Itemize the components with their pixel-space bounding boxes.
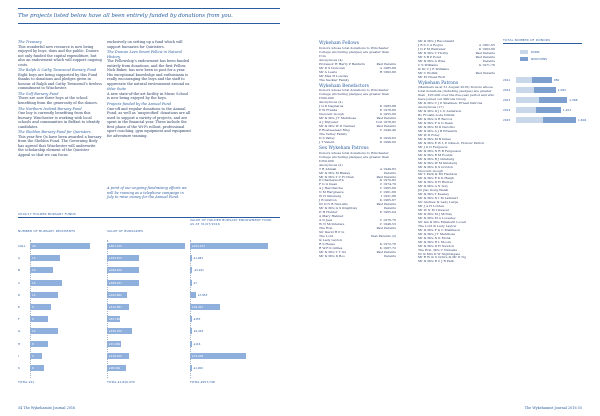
donor-name: Mr & Mrs W D Nanner xyxy=(319,124,356,129)
donor-detail: C 1946-53 xyxy=(379,221,396,226)
donor-detail: Past Parents (2) xyxy=(371,233,396,238)
paragraph xyxy=(18,40,102,67)
chart-section-title: 2016/17 HOLDER BURSARY FUNDS xyxy=(18,212,76,216)
value-bar-label: £67,780 xyxy=(109,317,121,322)
non-dons-bar xyxy=(536,107,561,113)
donor-detail: E 1965-04 xyxy=(379,210,396,215)
donor-detail: Past Parents xyxy=(376,249,396,254)
paragraph-text: exclusively on setting up a fund which will support bursaries for Quiristers. xyxy=(107,40,183,49)
donor-name: Sir David H P Li xyxy=(319,229,345,234)
non-dons-bar xyxy=(532,77,552,83)
donor-name: Mr & Mrs T C H Chan xyxy=(319,174,354,179)
recipients-bar-label: 12 xyxy=(32,329,36,334)
donor-row xyxy=(418,76,495,80)
recipients-bar xyxy=(30,243,90,249)
donor-detail: A 1985-89 xyxy=(379,65,396,70)
donor-detail: C 1965-66 xyxy=(379,186,396,191)
left-text-column xyxy=(18,40,102,158)
endowment-bar-label: £3,241 xyxy=(194,268,204,273)
year-label: 2012 xyxy=(503,88,511,92)
paragraph-text: There are now three boys at the school benefiting from the generosity of the donors. xyxy=(18,96,98,105)
recipients-bar-label: 26 xyxy=(32,244,36,248)
donor-name: Sir Andrew & Lady Large xyxy=(418,200,459,205)
paragraph-text: A new state-of-the-art facility in Music School is now being enjoyed by the boys. xyxy=(107,91,189,101)
donor-detail: D 1996-00 xyxy=(379,139,396,144)
donor-detail: Parents xyxy=(384,206,396,211)
list-section-heading: Wykeham Patrons xyxy=(418,80,459,86)
list-subheading: Anonymous (2) xyxy=(319,100,343,105)
donor-name: Jin Jiao Kong-Welsh xyxy=(418,188,449,193)
paragraph xyxy=(107,87,191,101)
donor-name: The Lord & Lady Layton xyxy=(418,223,457,228)
endowment-bar-label: £353 xyxy=(193,317,201,322)
endowment-bar-label: £74,429 xyxy=(192,353,204,358)
paragraph xyxy=(18,92,102,106)
donor-name: Mr & Mrs M B Gines xyxy=(418,136,451,141)
category-label: B xyxy=(18,268,20,273)
donor-name: Mr S B P Pond xyxy=(418,54,441,59)
donor-detail: K 1967-72 xyxy=(379,245,396,250)
donor-name: Mr & Mrs E K K Haigh xyxy=(418,176,454,181)
list-section-heading: Wykeham Benefactors xyxy=(319,83,369,89)
donor-detail: C 1976-76 xyxy=(379,217,396,222)
donors-chart-rule xyxy=(503,43,582,44)
donor-name: Mr & Mrs C J P Shanken, Ernest Patrons xyxy=(418,101,483,106)
value-bar-label: £116,225 xyxy=(109,353,122,358)
donor-detail: G 1971-76 xyxy=(478,62,495,67)
year-label: 2011 xyxy=(503,78,511,82)
donor-name: Mr & Mrs F G G Dean xyxy=(418,121,453,126)
list-subheading: Anonymous (4) xyxy=(319,57,343,62)
donor-name: Mr & Mrs J T Mehlhose xyxy=(319,116,357,121)
dons-bar xyxy=(516,77,532,83)
donor-list-column-1 xyxy=(319,40,396,259)
year-label: 2015 xyxy=(503,118,511,122)
donor-name: P W Franks xyxy=(319,108,338,113)
donor-name: Mr T Park & Mr Haddow xyxy=(418,172,458,177)
donor-detail: K 1965-67 xyxy=(379,198,396,203)
paragraph-text: One boy is currently benefiting from this bursary. Winchester is working with local schools and communities in Belfast to identify candidates. xyxy=(18,111,100,129)
donor-total-label: 956 xyxy=(553,78,560,82)
endowment-bar-label: £2,424 xyxy=(193,329,204,334)
category-label: F xyxy=(18,317,20,322)
endowment-bar-label: £1,000 xyxy=(193,366,203,370)
donor-name: Mr & Mrs W M Ginsberg xyxy=(418,160,458,165)
donor-name: Mr & Mrs D J L P Anderson xyxy=(418,109,462,114)
donor-name: Mr & Mrs T Keeney xyxy=(418,192,450,197)
recipients-bar-label: 8 xyxy=(32,341,34,346)
donor-name: Mr & Mrs R L Moore xyxy=(418,239,452,244)
donor-name: F G G Dean xyxy=(319,182,338,187)
donor-name: Mr & Mrs Y Tholby xyxy=(418,50,449,55)
donor-row xyxy=(319,141,396,145)
category-label: H xyxy=(18,341,21,346)
donor-detail: G 1955-60 xyxy=(379,112,396,117)
dons-bar xyxy=(516,87,534,93)
endowment-bar-label: £103,137 xyxy=(192,244,205,248)
chart-axis xyxy=(30,240,31,378)
value-bar-label: £407,155 xyxy=(109,244,122,248)
chart-axis xyxy=(190,240,191,378)
donor-name: Mr & Mrs D Boo xyxy=(319,253,346,258)
paragraph-heading: Projects funded by the Annual Fund xyxy=(107,102,171,107)
donor-name: Mr & Mrs R M Foulds xyxy=(418,152,453,157)
donor-name: A Mary Hanner xyxy=(319,214,344,219)
donor-name: The Hon. Mrs C Nidoelle xyxy=(418,247,458,252)
donor-detail: D 1959-63 xyxy=(379,135,396,140)
donor-row xyxy=(319,79,396,83)
chart-axis xyxy=(107,240,108,378)
donor-name: Mr & Mrs R C J R Park xyxy=(418,259,454,264)
donor-total-label: 1,604 xyxy=(578,118,587,122)
paragraph-text: This wonderful new resource is now being enjoyed by boys, dons and the public. Donors not only funded the capital expenditure, but also an endowment which will support ongoing costs. xyxy=(18,44,102,67)
dons-bar xyxy=(516,117,543,123)
dons-bar xyxy=(516,107,536,113)
endowment-bar-label: £1,984 xyxy=(193,256,203,261)
donor-detail: D 1983-88 xyxy=(379,104,396,109)
donor-detail: A 1949-83 xyxy=(379,166,396,171)
donor-name: C S Williams xyxy=(418,62,438,67)
donor-name: Mr W D Foley xyxy=(418,132,440,137)
donor-name: T R Ahluah xyxy=(319,166,337,171)
non-dons-bar xyxy=(534,87,556,93)
recipients-bar-label: 8 xyxy=(32,317,34,322)
donor-name: Mr & Mrs N I M Lambert xyxy=(418,196,458,201)
paragraph-heading: The Northern Ireland Bursary Fund xyxy=(18,106,82,111)
donor-detail: Past Parents xyxy=(376,202,396,207)
list-section-heading: Sex Wykeham Patrons xyxy=(319,145,369,151)
list-subheading: Anonymous (2) xyxy=(319,162,343,167)
donor-name: A J Mylyeler xyxy=(319,120,339,125)
endowment-bar-label: £7 xyxy=(193,280,197,285)
donor-name: N M Hargreave xyxy=(319,190,344,195)
recipients-bar-label: 5 xyxy=(32,353,34,358)
recipients-bar-label: 6 xyxy=(32,366,34,370)
donor-detail: C 1974-79 xyxy=(379,182,396,187)
donor-name: J B S C A Rogus xyxy=(418,42,443,47)
paragraph-heading: The Treasury xyxy=(18,40,42,44)
donor-detail: I 1931-86 xyxy=(380,194,396,199)
recipients-bar-label: 12 xyxy=(32,292,36,297)
donor-name: Mr & Mrs M J McNay xyxy=(418,211,453,216)
donor-name: Mr & Mrs A N Ivey xyxy=(418,184,449,189)
donor-name: Professor H Harry P Baldwin xyxy=(319,61,365,66)
donor-name: Mr & Mrs D H Hunter xyxy=(418,180,453,185)
non-dons-bar xyxy=(543,117,576,123)
value-bar-label: £112,587 xyxy=(109,305,122,309)
year-label: 2013 xyxy=(503,98,511,102)
donor-total-label: 1,201 xyxy=(562,108,572,112)
donor-name: Mr & Mrs D H Newton xyxy=(418,243,455,248)
donor-name: D S Valley xyxy=(319,135,335,140)
donor-name: Mr C Wolfsh xyxy=(418,70,438,75)
endowment-bar-label: £39,421 xyxy=(192,305,204,309)
paragraph-text: This year five Qs have been awarded a bursary from the Sheldon Fund. The Governing Body has agreed that Winchester will underwrite the scholarship element of the Quirister Appeal so that we can focus xyxy=(18,134,102,157)
donor-detail: Coll 1978-82 xyxy=(375,120,396,125)
donor-detail: D 1963-66 xyxy=(478,46,495,51)
paragraph-heading: The Sheldon Bursary Fund for Quiristers xyxy=(18,130,91,135)
paragraph xyxy=(18,68,102,91)
recipients-total: TOTAL 121 xyxy=(18,380,35,384)
donor-detail: Past Parents xyxy=(475,54,495,59)
donor-detail: K 1972-76 xyxy=(379,241,396,246)
donor-list-column-2 xyxy=(418,40,495,264)
donor-name: Mr & Mrs A J B Edwards xyxy=(418,128,458,133)
donor-name: A J Halcdwiche xyxy=(319,186,343,191)
fundraising-quote: A print of our ongoing fundraising efforts we will be running as a telephone campaign in July to raise money for the Annual Fund. xyxy=(107,186,187,199)
donor-name: Mr W N M Ltreaver xyxy=(418,208,450,213)
category-label: D xyxy=(18,292,21,297)
endowment-bar-label: £7,853 xyxy=(197,292,208,297)
donor-name: Mr & Mrs B J Ginsberg xyxy=(418,156,455,161)
donor-name: Dr & Mrs D W Nightingale xyxy=(418,251,461,256)
value-bar-label: £71,999 xyxy=(109,341,121,346)
donor-name: Mr R W & S Ochre & Mr D Ng xyxy=(418,255,467,260)
banner-bottom-rule xyxy=(18,23,280,24)
donor-name: The Verley Family xyxy=(319,131,348,136)
donor-detail: Parents xyxy=(483,58,495,63)
value-total: TOTAL £1,810,479 xyxy=(107,380,135,384)
donor-name: Mr & Mrs N R B Fergusson xyxy=(418,148,462,153)
recipients-bar-label: 13 xyxy=(32,256,36,261)
donor-detail: Parents xyxy=(384,253,396,258)
donor-name: J G D Dagnarus xyxy=(319,104,344,109)
paragraph xyxy=(18,130,102,157)
donor-detail: D 1970-82 xyxy=(379,178,396,183)
donor-name: J D P M Warrener xyxy=(418,46,446,51)
endowment-total: TOTAL £557,748 xyxy=(190,380,215,384)
value-header: VALUE OF BURSARIES xyxy=(107,229,144,233)
paragraph xyxy=(18,107,102,130)
footer-left: 54 The Wykehamist Journal 2016 xyxy=(18,406,76,410)
donor-name: Mr M Cheaf Wolf xyxy=(418,74,445,79)
donor-name: D H Hunter xyxy=(319,210,338,215)
list-criteria-note: (Members as at 31 August 2016) Donors whose total donations (including pledges) are greater than _£25,000 over the five-year period and who have joined our Patrons Group xyxy=(418,85,495,102)
donor-name: R S Hesse xyxy=(319,241,335,246)
donor-name: Mr D S Donovan xyxy=(319,65,345,70)
value-bar-label: £130,150 xyxy=(109,329,122,334)
donor-detail: A 1961-65 xyxy=(478,42,495,47)
donor-name: P Roatseetead Ring xyxy=(319,128,350,133)
donor-detail: Past Parents xyxy=(475,50,495,55)
donor-name: Mr & Mrs M Blakey xyxy=(319,170,351,175)
non-dons-bar xyxy=(539,97,567,103)
year-label: 2014 xyxy=(503,108,511,112)
donor-name: & Dr C J E Williams xyxy=(418,66,449,71)
value-bar-label: £102,662 xyxy=(109,292,122,297)
category-label: A xyxy=(18,256,20,261)
legend-swatch xyxy=(520,57,528,61)
donor-row xyxy=(319,255,396,259)
donor-detail: Past Parents xyxy=(376,61,396,66)
value-bar-label: £168,637 xyxy=(109,280,122,285)
donor-row xyxy=(418,260,495,264)
donor-name: Viscount Gough xyxy=(319,112,344,117)
donor-detail: E 1976-80 xyxy=(379,108,396,113)
donor-name: The Sackler Family xyxy=(319,77,350,82)
category-label: E xyxy=(18,305,20,309)
donor-detail: Parents xyxy=(384,170,396,175)
recipients-header: NUMBER OF BURSARY RECIPIENTS xyxy=(18,229,76,233)
donor-detail: C 1940-46 xyxy=(379,128,396,133)
donor-name: W H Ginsberg xyxy=(319,194,342,199)
donor-total-label: 1,368 xyxy=(569,98,578,102)
donor-detail: Past Parents xyxy=(376,174,396,179)
paragraph xyxy=(107,102,191,138)
recipients-bar-label: 9 xyxy=(32,305,34,309)
donors-chart-title: TOTAL NUMBER OF DONORS xyxy=(503,38,551,42)
list-criteria-note: Donors whose total donations to Winchester College (including pledges) are greater than £250,000 xyxy=(319,150,389,163)
donor-name: Mr & Mrs G S Knightley xyxy=(319,206,358,211)
donor-detail: Past Parents xyxy=(376,116,396,121)
banner-top-rule xyxy=(18,8,280,9)
paragraph xyxy=(107,50,191,86)
middle-quote xyxy=(107,186,191,201)
value-bar-label: £164,675 xyxy=(109,256,122,261)
donor-name: Mr & Mrs J Raconwald xyxy=(418,39,455,43)
legend-swatch xyxy=(520,50,528,54)
value-bar-label: £98,999 xyxy=(109,366,121,370)
donor-name: Mr J A H Lorden xyxy=(418,204,444,209)
endowment-bar-label: £116 xyxy=(193,341,201,346)
donor-name: K Charlesworth xyxy=(319,178,344,183)
donor-name: Dr D N B Nist-Alls xyxy=(319,202,348,207)
donor-name: The Lord xyxy=(319,233,334,238)
donor-detail: C 1961-66 xyxy=(379,190,396,195)
paragraph-text: Eight boys are being supported by this Fund thanks to donations and pledges given in honour of Ralph and Cathy Townsend’s tireless commitment to Winchester. xyxy=(18,72,102,91)
list-criteria-note: Donors whose total donations to Winchester College (including pledges) are greater than £1m xyxy=(319,45,389,58)
donor-name: A N Jess xyxy=(319,217,333,222)
category-label: COLL xyxy=(18,244,26,248)
donor-name: Mr & Mrs E W L P Gibson, Honour Patron xyxy=(418,140,485,145)
page-banner: The projects listed below have all been entirely funded by donations from you. xyxy=(18,13,233,19)
legend-label: DONS xyxy=(531,50,540,54)
donor-name: W N Mcintenwe xyxy=(319,221,345,226)
donor-name: Sir Ian & Mrs Elizabeth Lovell xyxy=(418,219,466,224)
donor-name: Mr & Mrs F G C Mallinson xyxy=(418,227,460,232)
list-section-heading: Wykeham Fellows xyxy=(319,41,360,46)
category-label: I xyxy=(18,353,19,358)
donor-name: Mr & Mrs D S Gordon xyxy=(418,164,453,169)
category-label: K xyxy=(18,366,20,370)
donor-name: Bo Froisht-Lode Dimmi xyxy=(418,113,455,118)
donor-name: Mr J G D Ferguson xyxy=(418,144,448,149)
value-bar-label: £168,620 xyxy=(109,268,122,273)
paragraph-heading: iMac Suite xyxy=(107,87,127,92)
donor-name: The Hon. xyxy=(319,225,334,230)
category-label: C xyxy=(18,280,21,285)
donor-name: Mr & Mrs J T Mehlhose xyxy=(418,231,456,236)
donor-name: & Lady Layton xyxy=(319,237,343,242)
donor-name: Viscount Gough xyxy=(418,168,443,173)
donor-name: R W-F-S Gillies xyxy=(319,245,343,250)
donor-name: Mr & Mrs A Wise xyxy=(418,58,446,63)
recipients-bar-label: 10 xyxy=(32,268,36,273)
paragraph-heading: The Golf Bursary Fund xyxy=(18,91,59,96)
recipients-bar-label: 14 xyxy=(32,280,36,285)
donor-detail: H 1962-66 xyxy=(379,69,396,74)
donor-detail: Past Parents xyxy=(376,225,396,230)
paragraph-text: One-off and regular donations to the Annual Fund, as well as ‘unspecified’ donations are all used to support a variety of projects, and are spent in the financial year. These include the first phase of the Wi-Fi rollout, professional sport coaching, gym equipment and equipment for adventure training. xyxy=(107,106,191,138)
donor-name: Mr & Mrs M A Lovesley xyxy=(418,215,456,220)
paragraph-heading: The Ralph & Cathy Townsend Bursary Fund xyxy=(18,68,97,73)
endowment-header: VALUE OF HOLDER BURSARY ENDOWMENT FUND AS AT 31/07/2016 xyxy=(190,218,272,226)
donor-name: Mr & Mrs G R Bercox xyxy=(418,117,453,122)
list-criteria-note: Donors whose total donations to Winchester College (including pledges) are greater than £500,000 xyxy=(319,88,389,101)
donor-detail: Past Parents xyxy=(475,70,495,75)
paragraph-text: The Fellowship’s endowment has been funded entirely from donations, and the first Fellow, Nick Baker, has now been in post for a year. His exceptional knowledge and enthusiasm is really encouraging the boys and the staff to appreciate the natural environment around us. xyxy=(107,59,191,86)
paragraph-heading: The Duncan Lees Smart Fellow in Natural History xyxy=(107,50,182,59)
paragraph xyxy=(107,40,191,49)
donor-name: J T Valent xyxy=(319,139,335,144)
donor-name: Mr & Mrs N K Monk xyxy=(418,235,451,240)
donor-name: Mr & Mrs T Y Ou xyxy=(319,249,347,254)
donor-total-label: 1,062 xyxy=(557,88,566,92)
legend-label: NON DONS xyxy=(531,57,548,61)
donor-name: Mr & Mrs M D Derotho xyxy=(418,125,455,130)
dons-bar xyxy=(516,97,539,103)
donor-name: Mr Max H Lowday xyxy=(319,73,349,78)
donor-name: J B Gratton xyxy=(319,198,337,203)
list-subheading: Anonymous (17) xyxy=(418,105,444,110)
footer-right: The Wykehamist Journal 2016 55 xyxy=(524,406,582,410)
donor-name: Mr A Lewis xyxy=(319,69,337,74)
middle-text-column xyxy=(107,40,191,139)
category-label: G xyxy=(18,329,21,334)
donor-detail: Past Parents xyxy=(376,124,396,129)
